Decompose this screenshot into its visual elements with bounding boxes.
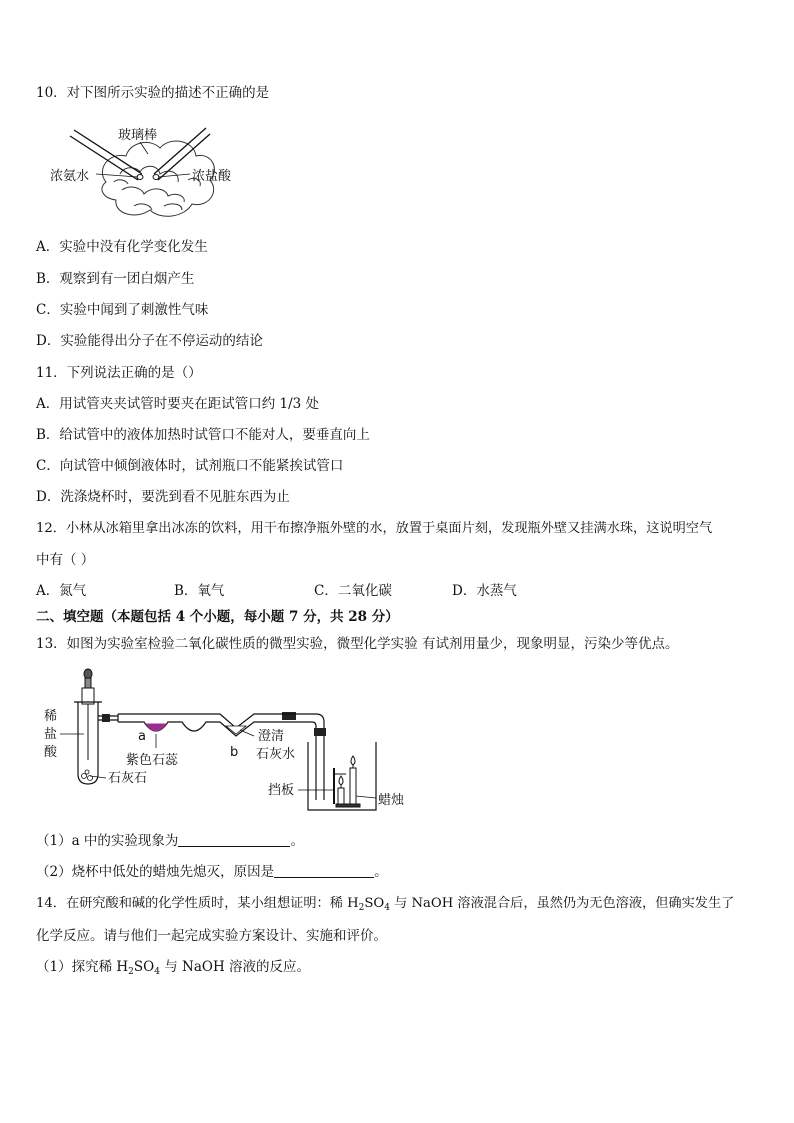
q14-line1-sub-2: 2 [358, 903, 365, 913]
q12-stem-line1: 12．小林从冰箱里拿出冰冻的饮料，用干布擦净瓶外壁的水，放置于桌面片刻，发现瓶外壁又挂满水珠，这说明空气 [36, 521, 713, 536]
q10-option-d: D．实验能得出分子在不停运动的结论 [36, 333, 263, 349]
section-title: 二、填空题（本题包括 4 个小题，每小题 7 分，共 28 分） [36, 609, 399, 625]
q12-option-d: D．水蒸气 [452, 583, 517, 599]
q11-option-a: A．用试管夹夹试管时要夹在距试管口约 1/3 处 [36, 396, 320, 412]
q13-sub1-end: 。 [290, 833, 304, 849]
q13-sub2 [36, 863, 388, 881]
q12-option-c: C．二氧化碳 [314, 583, 392, 599]
acid-char-2: 盐 [44, 727, 58, 742]
limewater-label-2: 石灰水 [256, 747, 296, 762]
q12-stem-line2: 中有（ ） [36, 552, 95, 568]
hcl-label: 浓盐酸 [192, 169, 232, 184]
q11-option-b: B．给试管中的液体加热时试管口不能对人，要垂直向上 [36, 427, 370, 443]
q13-sub1-answer-blank[interactable] [178, 834, 290, 847]
q10-stem: 10．对下图所示实验的描述不正确的是 [36, 85, 270, 101]
q14-line1-text-c: 与 NaOH 溶液混合后，虽然仍为无色溶液，但确实发生了 [389, 896, 735, 911]
q11-option-c: C．向试管中倾倒液体时，试剂瓶口不能紧挨试管口 [36, 458, 344, 474]
q13-sub1-prompt: （1）a 中的实验现象为 [36, 833, 179, 849]
baffle-label: 挡板 [268, 783, 295, 798]
dropper [82, 669, 94, 760]
q13-sub2-answer-blank[interactable] [274, 865, 374, 878]
q11-option-d: D．洗涤烧杯时，要洗到看不见脏东西为止 [36, 489, 290, 505]
q10-option-c: C．实验中闻到了刺激性气味 [36, 302, 209, 318]
acid-char-1: 稀 [44, 709, 58, 724]
q14-sub1-text-c: 与 NaOH 溶液的反应。 [159, 959, 311, 975]
q13-sub2-prompt: （2）烧杯中低处的蜡烛先熄灭，原因是 [36, 864, 275, 880]
q14-sub1-sub-4: 4 [154, 967, 160, 977]
label-b: b [230, 745, 239, 760]
q14-line1-text-a: 14．在研究酸和碱的化学性质时，某小组想证明：稀 H [36, 896, 359, 911]
acid-char-3: 酸 [44, 745, 58, 760]
litmus-label: 紫色石蕊 [126, 753, 179, 768]
q14-line1-text-b: SO [364, 896, 385, 911]
limestone-label: 石灰石 [108, 771, 148, 786]
candle-label: 蜡烛 [378, 793, 405, 808]
q13-sub2-end: 。 [374, 864, 388, 880]
candles [336, 756, 360, 807]
rod-label: 玻璃棒 [118, 128, 158, 143]
q11-stem: 11．下列说法正确的是（） [36, 365, 202, 381]
q13-figure-co2-apparatus [40, 664, 420, 814]
limewater-label-1: 澄清 [258, 729, 285, 744]
q14-line1-sub-4: 4 [384, 903, 390, 913]
q14-sub1 [36, 958, 310, 981]
q13-stem: 13．如图为实验室检验二氧化碳性质的微型实验，微型化学实验 有试剂用量少，现象明显，污染少等优点。 [36, 636, 679, 652]
q14-line1 [36, 895, 734, 917]
q14-sub1-text-b: SO [133, 959, 155, 975]
q14-sub1-text-a: （1）探究稀 H [36, 959, 129, 975]
limestone-pieces [82, 770, 93, 781]
q14-line2: 化学反应。请与他们一起完成实验方案设计、实施和评价。 [36, 928, 387, 944]
q10-figure-ammonia-hcl [44, 122, 284, 230]
litmus-drop [146, 724, 166, 731]
q14-sub1-sub-2: 2 [128, 967, 134, 977]
q10-option-b: B．观察到有一团白烟产生 [36, 271, 195, 287]
label-a: a [138, 729, 146, 744]
q13-sub1 [36, 832, 304, 850]
q12-option-b: B．氧气 [174, 583, 225, 599]
ammonia-label: 浓氨水 [50, 169, 90, 184]
q10-option-a: A．实验中没有化学变化发生 [36, 239, 208, 255]
q12-option-a: A．氮气 [36, 583, 87, 599]
